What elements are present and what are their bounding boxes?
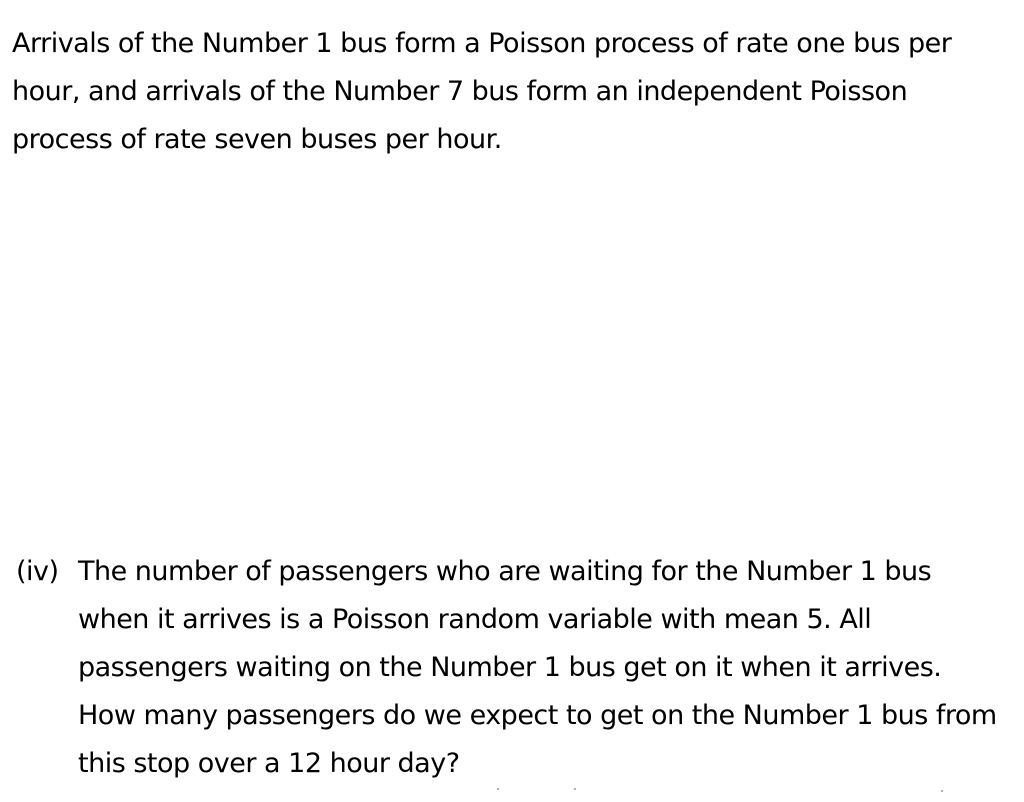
scan-speck [574,788,576,790]
scan-speck [497,788,499,790]
intro-paragraph: Arrivals of the Number 1 bus form a Poisson process of rate one bus per hour, and arrivals of the Number 7 bus form an independent Poisson process of rate seven buses per hour. [12,28,952,155]
question-text: The number of passengers who are waiting for the Number 1 bus when it arrives is a Poisson random variable with mean 5. All passengers waiting on the Number 1 bus get on it when it arrives. How many passengers do we expect to get on the Number 1 bus from this stop over a 12 hour day? [78,556,997,779]
question-label: (iv) [16,556,59,587]
scan-speck [941,790,943,792]
question-iv [16,548,1016,788]
